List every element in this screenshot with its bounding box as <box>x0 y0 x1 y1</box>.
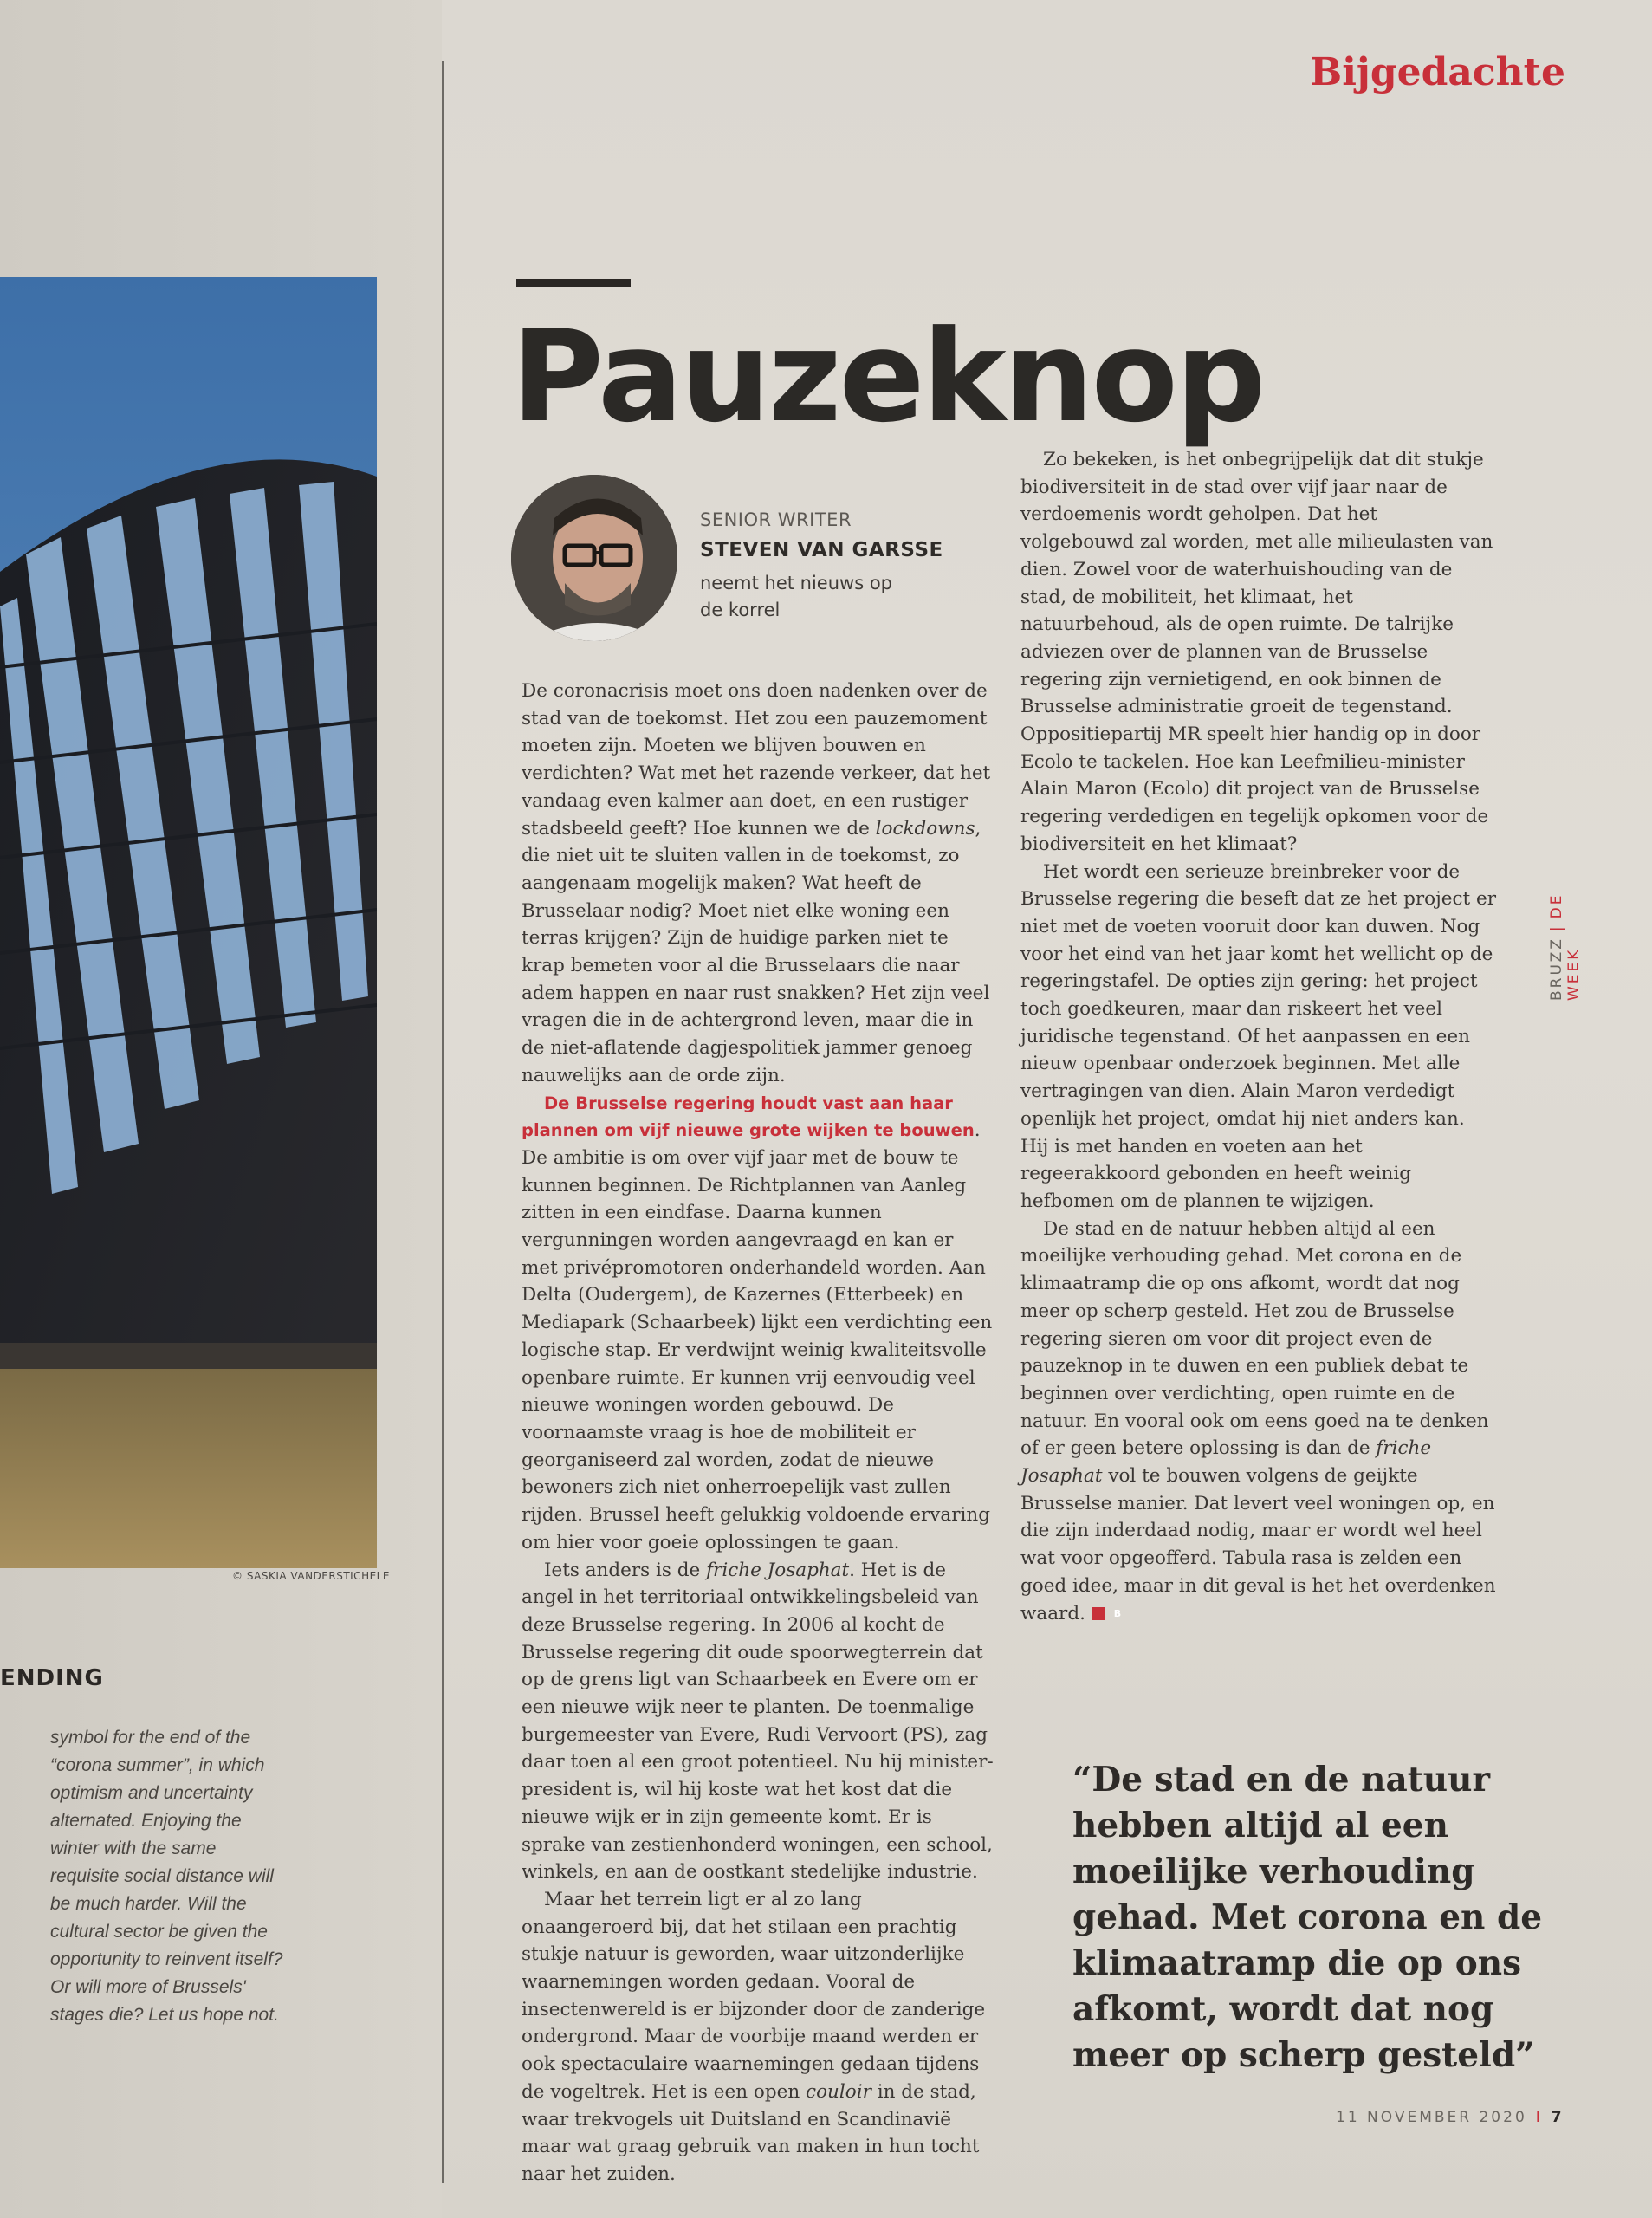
paragraph: De Brusselse regering houdt vast aan haar plannen om vijf nieuwe grote wijken te bouwen. De ambitie is om over vijf jaar met de bouw te kunnen beginnen. De Richtplannen van Aanleg zitten in een eindfase. Daarna kunnen vergunningen worden aangevraagd en kan er met privépromotoren onderhandeld worden. Aan Delta (Oudergem), de Kazernes (Etterbeek) en Mediapark (Schaarbeek) lijkt een verdichting een logische stap. Er verdwijnt weinig kwaliteitsvolle openbare ruimte. Er kunnen vrij eenvoudig veel nieuwe woningen worden gebouwd. De voornaamste vraag is hoe de mobiliteit er georganiseerd zal worden, zodat de nieuwe bewoners zich niet onherroepelijk vast zullen rijden. Brussel heeft gelukkig voldoende ervaring om hier voor goeie oplossingen te gaan. <box>522 1093 993 1553</box>
author-role: SENIOR WRITER <box>700 509 852 530</box>
stadium-photo <box>0 277 377 1568</box>
author-avatar <box>511 475 677 641</box>
title-rule <box>516 279 631 287</box>
page-number: 7 <box>1551 2109 1562 2126</box>
left-page-heading: ENDING <box>0 1665 104 1691</box>
left-page-text: symbol for the end of the “corona summer”, in which optimism and uncertainty alternated. Enjoying the winter with the same requisite social distance will be much harder. Will the cultural sector be given the opportunity to reinvent itself? Or will more of Brussels' stages die? Let us hope not. <box>50 1728 283 2025</box>
page-footer <box>1336 2109 1562 2126</box>
issue-date: 11 NOVEMBER 2020 <box>1336 2109 1527 2126</box>
side-label <box>1548 893 1583 1002</box>
author-tagline: neemt het nieuws op de korrel <box>700 573 892 620</box>
article-column-2 <box>1020 446 1497 1627</box>
side-label-separator: | <box>1548 924 1565 932</box>
side-label-section: DE WEEK <box>1548 892 1583 1001</box>
photo-credit: © SASKIA VANDERSTICHELE <box>232 1570 390 1582</box>
author-name: STEVEN VAN GARSSE <box>700 539 943 561</box>
section-label: Bijgedachte <box>1310 50 1565 94</box>
paragraph: Iets anders is de friche Josaphat. Het is de angel in het territoriaal ontwikkelingsbeleid van deze Brusselse regering. In 2006 al kocht de Brusselse regering dit oude spoorwegterrein dat op de grens ligt van Schaarbeek en Evere om er een nieuwe wijk neer te planten. De toenmalige burgemeester van Evere, Rudi Vervoort (PS), zag daar toen al een groot potentieel. Nu hij minister-president is, wil hij koste wat het kost dat die nieuwe wijk er in zijn gemeente komt. Er is sprake van zestienhonderd woningen, een school, winkels, en aan de oostkant stedelijke industrie. <box>522 1559 994 1884</box>
pull-quote: “De stad en de natuur hebben altijd al een moeilijke verhouding gehad. Met corona en de klimaatramp die op ons afkomt, wordt dat nog meer op scherp gesteld” <box>1072 1760 1543 2075</box>
footer-separator: I <box>1535 2109 1543 2126</box>
page-gutter <box>442 61 444 2183</box>
paragraph: Het wordt een serieuze breinbreker voor de Brusselse regering die beseft dat ze het project er niet met de voeten vooruit door kan duwen. Nog voor het eind van het jaar komt het wellicht op de regeringstafel. De opties zijn gering: het project toch goedkeuren, maar dan riskeert het veel juridische tegenstand. Of het aanpassen en een nieuw openbaar onderzoek beginnen. Met alle vertragingen van dien. Alain Maron verdedigt openlijk het project, omdat hij niet anders kan. Hij is met handen en voeten aan het regeerakkoord gebonden en heeft weinig hefbomen om de plannen te wijzigen. <box>1020 860 1497 1212</box>
paragraph: De stad en de natuur hebben altijd al een moeilijke verhouding gehad. Met corona en de klimaatramp die op ons afkomt, wordt dat nog meer op scherp gesteld. Het zou de Brusselse regering sieren om voor dit project even de pauzeknop in te duwen en een publiek debat te beginnen over verdichting, open ruimte en de natuur. En vooral ook om eens goed na te denken of er geen betere oplossing is dan de friche Josaphat vol te bouwen volgens de geijkte Brusselse manier. Dat levert veel woningen op, en die zijn inderdaad nodig, maar er wordt wel heel wat voor opgeofferd. Tabula rasa is zelden een goed idee, maar in dit geval is het het overdenken waard. B <box>1020 1217 1496 1625</box>
end-mark-icon: B <box>1092 1607 1105 1620</box>
side-label-brand: BRUZZ <box>1548 937 1565 1001</box>
paragraph: De coronacrisis moet ons doen nadenken over de stad van de toekomst. Het zou een pauzemoment moeten zijn. Moeten we blijven bouwen en verdichten? Wat met het razende verkeer, dat het vandaag even kalmer aan doet, en een rustiger stadsbeeld geeft? Hoe kunnen we de lockdowns, die niet uit te sluiten vallen in de toekomst, zo aangenaam mogelijk maken? Wat heeft de Brusselaar nodig? Moet niet elke woning een terras krijgen? Zijn de huidige parken niet te krap bemeten voor al die Brusselaars die naar adem happen en naar rust snakken? Het zijn veel vragen die in de achtergrond leven, maar die in de niet-aflatende dagjespolitiek jammer genoeg nauwelijks aan de orde zijn. <box>522 680 991 1086</box>
highlighted-sentence: De Brusselse regering houdt vast aan haar plannen om vijf nieuwe grote wijken te bouwen <box>522 1093 975 1141</box>
paragraph: Maar het terrein ligt er al zo lang onaangeroerd bij, dat het stilaan een prachtig stukje natuur is geworden, waar uitzonderlijke waarnemingen worden gedaan. Vooral de insectenwereld is er bijzonder door de zanderige ondergrond. Maar de voorbije maand werden er ook spectaculaire waarnemingen gedaan tijdens de vogeltrek. Het is een open couloir in de stad, waar trekvogels uit Duitsland en Scandinavië maar wat graag gebruik van maken in hun tocht naar het zuiden. <box>522 1888 986 2185</box>
article-column-1 <box>522 678 994 2189</box>
paragraph: Zo bekeken, is het onbegrijpelijk dat dit stukje biodiversiteit in de stad over vijf jaar naar de verdoemenis wordt geholpen. Dat het volgebouwd zal worden, met alle milieulasten van dien. Zowel voor de waterhuishouding van de stad, de mobiliteit, het klimaat, het natuurbehoud, als de open ruimte. De talrijke adviezen over de plannen van de Brusselse regering zijn vernietigend, en ook binnen de Brusselse administratie groeit de tegenstand. Oppositiepartij MR speelt hier handig op in door Ecolo te tackelen. Hoe kan Leefmilieu-minister Alain Maron (Ecolo) dit project van de Brusselse regering verdedigen en tegelijk opkomen voor de biodiversiteit en het klimaat? <box>1020 449 1493 855</box>
article-title: Pauzeknop <box>511 303 1264 451</box>
